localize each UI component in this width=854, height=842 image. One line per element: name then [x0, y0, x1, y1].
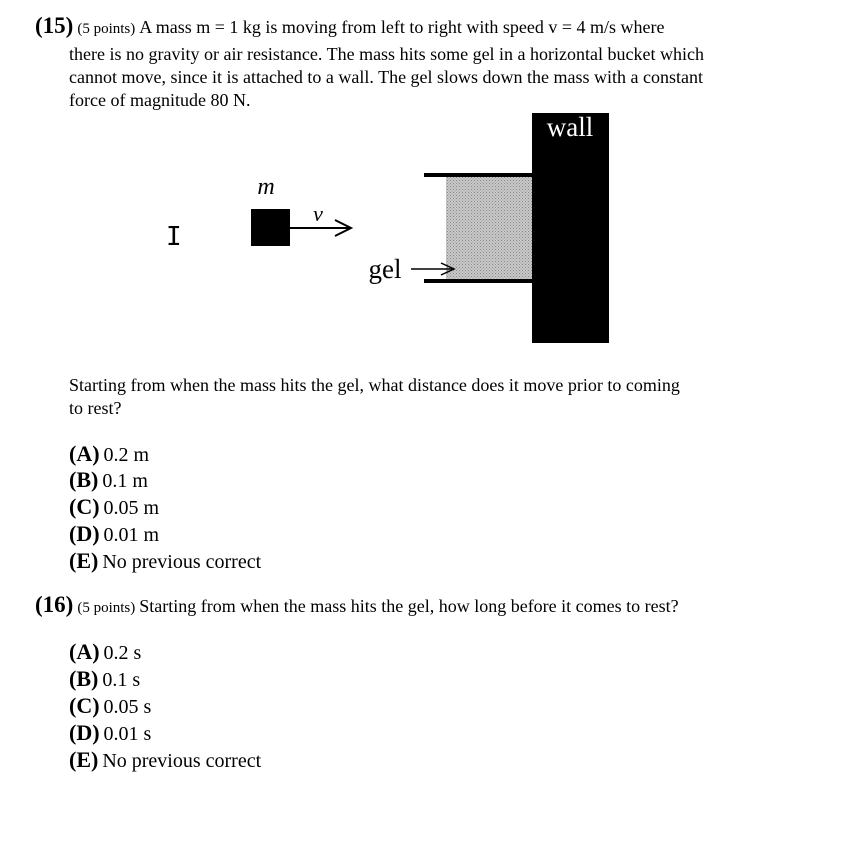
q16-option-a[interactable]: (A) 0.2 s: [69, 639, 142, 664]
gel: [446, 177, 532, 279]
q16-header: [35, 592, 679, 618]
q16-option-b[interactable]: (B) 0.1 s: [69, 666, 141, 691]
q16-question: Starting from when the mass hits the gel, how long before it comes to rest?: [139, 596, 679, 616]
q15-option-e[interactable]: (E) No previous correct: [69, 548, 262, 573]
wall: [532, 113, 609, 343]
mass-block: [251, 209, 290, 246]
q15-line-2: there is no gravity or air resistance. The mass hits some gel in a horizontal bucket which: [69, 44, 704, 64]
q15-option-c[interactable]: (C) 0.05 m: [69, 494, 160, 519]
mass-label: m: [257, 174, 275, 200]
q15-points: (5 points): [77, 21, 136, 37]
wall-label: wall: [546, 112, 594, 142]
q15-line-4: force of magnitude 80 N.: [69, 90, 251, 110]
q15-line-3: cannot move, since it is attached to a wall. The gel slows down the mass with a constant: [69, 67, 704, 87]
q16-points: (5 points): [77, 600, 136, 616]
text-cursor-icon: I: [166, 222, 182, 252]
velocity-label: v: [313, 201, 323, 226]
q15-question-line-2: to rest?: [69, 398, 122, 418]
q16-option-c[interactable]: (C) 0.05 s: [69, 693, 152, 718]
q15-option-b[interactable]: (B) 0.1 m: [69, 467, 148, 492]
q16-option-e[interactable]: (E) No previous correct: [69, 747, 262, 772]
q15-option-d[interactable]: (D) 0.01 m: [69, 521, 160, 546]
q15-line-1: A mass m = 1 kg is moving from left to right with speed v = 4 m/s where: [139, 17, 665, 37]
gel-label: gel: [368, 254, 402, 284]
q15-option-a[interactable]: (A) 0.2 m: [69, 441, 150, 466]
q16-number: (16): [35, 592, 74, 617]
q15-question-line-1: Starting from when the mass hits the gel, what distance does it move prior to coming: [69, 375, 680, 395]
q16-option-d[interactable]: (D) 0.01 s: [69, 720, 152, 745]
q15-number: (15): [35, 13, 74, 38]
